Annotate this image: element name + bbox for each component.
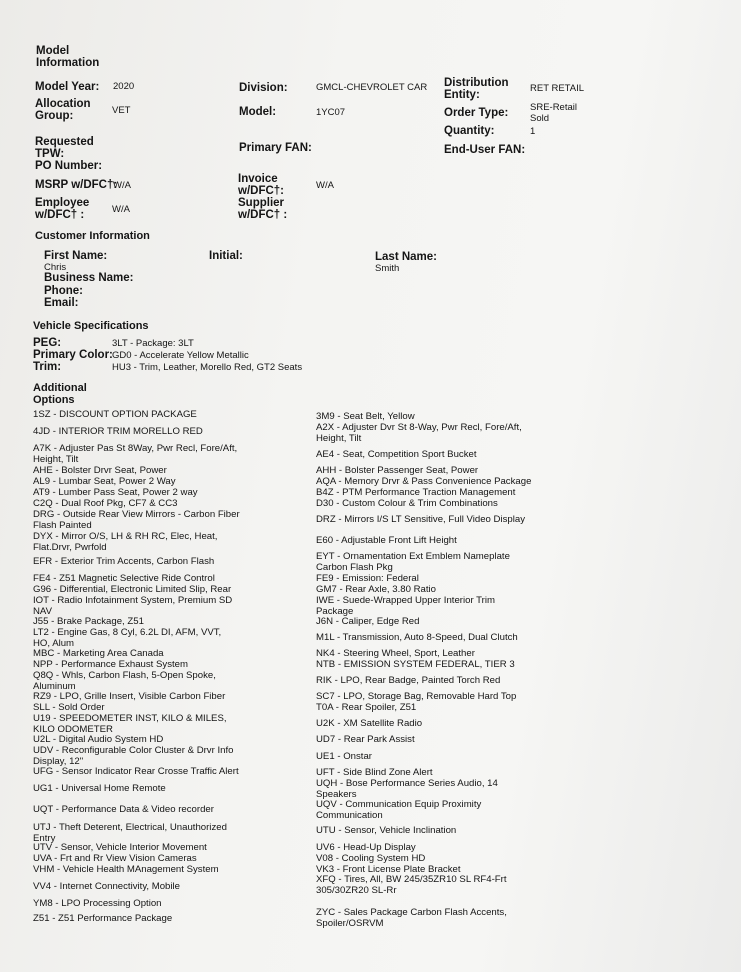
option-line: 3M9 - Seat Belt, Yellow bbox=[316, 411, 415, 422]
distribution-label-line1: Distribution bbox=[444, 77, 509, 89]
requested-tpw-label-line1: Requested bbox=[35, 136, 94, 148]
option-line: RZ9 - LPO, Grille Insert, Visible Carbon Fiber bbox=[33, 691, 226, 702]
model-value: 1YC07 bbox=[316, 107, 346, 118]
model-year-value: 2020 bbox=[113, 81, 135, 92]
employee-value: W/A bbox=[112, 204, 130, 215]
first-name-label: First Name: bbox=[44, 250, 108, 262]
option-item bbox=[33, 596, 273, 617]
option-line: AHE - Bolster Drvr Seat, Power bbox=[33, 465, 167, 476]
option-line: UDV - Reconfigurable Color Cluster & Drvr Info bbox=[33, 745, 234, 756]
order-type-line2: Sold bbox=[530, 113, 550, 124]
option-item bbox=[33, 767, 273, 778]
option-line: Package bbox=[316, 605, 354, 617]
primary-color-value: GD0 - Accelerate Yellow Metallic bbox=[112, 350, 249, 361]
option-item bbox=[33, 784, 273, 795]
customer-section-title: Customer Information bbox=[35, 230, 150, 242]
option-line: UV6 - Head-Up Display bbox=[316, 842, 416, 853]
option-item bbox=[316, 633, 561, 644]
distribution-label-line2: Entity: bbox=[444, 89, 480, 101]
option-item bbox=[316, 499, 561, 510]
option-line: Z51 - Z51 Performance Package bbox=[33, 913, 173, 924]
option-line: LT2 - Engine Gas, 8 Cyl, 6.2L DI, AFM, VVT, bbox=[33, 627, 222, 638]
option-item bbox=[316, 875, 561, 896]
option-item bbox=[316, 423, 561, 444]
option-line: Spoiler/OSRVM bbox=[316, 917, 384, 929]
option-line: DYX - Mirror O/S, LH & RH RC, Elec, Heat, bbox=[33, 531, 218, 542]
option-line: HO, Alum bbox=[33, 637, 75, 649]
allocation-label-line1: Allocation bbox=[35, 98, 91, 110]
option-line: YM8 - LPO Processing Option bbox=[33, 898, 162, 909]
supplier-label-line1: Supplier bbox=[238, 197, 285, 209]
model-year-label: Model Year: bbox=[35, 81, 100, 93]
initial-label: Initial: bbox=[209, 250, 243, 262]
option-item bbox=[33, 854, 273, 865]
option-item bbox=[316, 466, 561, 477]
option-item bbox=[33, 865, 273, 876]
option-line: Flat.Drvr, Pwrfold bbox=[33, 541, 107, 553]
msrp-label: MSRP w/DFC†: bbox=[35, 179, 118, 191]
option-item bbox=[316, 477, 561, 488]
option-line: RIK - LPO, Rear Badge, Painted Torch Red bbox=[316, 675, 501, 686]
option-item bbox=[316, 585, 561, 596]
option-item bbox=[33, 557, 273, 568]
option-item bbox=[316, 826, 561, 837]
option-item bbox=[33, 499, 273, 510]
option-line: VHM - Vehicle Health MAnagement System bbox=[33, 864, 219, 875]
option-item bbox=[33, 444, 273, 465]
option-line: Speakers bbox=[316, 788, 357, 800]
option-line: NAV bbox=[33, 605, 53, 617]
option-item bbox=[316, 779, 561, 800]
option-line: UQT - Performance Data & Video recorder bbox=[33, 804, 214, 815]
last-name-value: Smith bbox=[375, 263, 400, 274]
option-line: U2L - Digital Audio System HD bbox=[33, 734, 164, 745]
option-item bbox=[316, 703, 561, 714]
option-line: C2Q - Dual Roof Pkg, CF7 & CC3 bbox=[33, 498, 178, 509]
option-line: UQV - Communication Equip Proximity bbox=[316, 799, 482, 810]
option-line: SLL - Sold Order bbox=[33, 702, 105, 713]
option-line: Carbon Flash Pkg bbox=[316, 561, 393, 573]
invoice-label-line1: Invoice bbox=[238, 173, 278, 185]
option-line: UFG - Sensor Indicator Rear Crosse Traffic Alert bbox=[33, 766, 239, 777]
option-line: J6N - Caliper, Edge Red bbox=[316, 616, 420, 627]
option-item bbox=[33, 714, 273, 735]
employee-label-line2: w/DFC† : bbox=[35, 209, 85, 221]
division-value: GMCL-CHEVROLET CAR bbox=[316, 82, 428, 93]
option-item bbox=[316, 552, 561, 573]
option-item bbox=[33, 660, 273, 671]
employee-label-line1: Employee bbox=[35, 197, 90, 209]
option-item bbox=[33, 823, 273, 844]
option-item bbox=[316, 450, 561, 461]
option-line: UFT - Side Blind Zone Alert bbox=[316, 767, 433, 778]
option-line: EYT - Ornamentation Ext Emblem Nameplate bbox=[316, 551, 510, 562]
option-line: E60 - Adjustable Front Lift Height bbox=[316, 535, 457, 546]
option-item bbox=[33, 628, 273, 649]
option-line: NPP - Performance Exhaust System bbox=[33, 659, 188, 670]
option-line: AL9 - Lumbar Seat, Power 2 Way bbox=[33, 476, 176, 487]
trim-label: Trim: bbox=[33, 361, 62, 373]
allocation-value: VET bbox=[112, 105, 131, 116]
option-item bbox=[33, 427, 273, 438]
option-item bbox=[33, 585, 273, 596]
option-line: UVA - Frt and Rr View Vision Cameras bbox=[33, 853, 197, 864]
vehicle-section-title: Vehicle Specifications bbox=[33, 320, 149, 332]
option-item bbox=[316, 719, 561, 730]
option-item bbox=[33, 617, 273, 628]
options-title-line1: Additional bbox=[33, 382, 87, 394]
option-line: UE1 - Onstar bbox=[316, 751, 372, 762]
option-line: UTV - Sensor, Vehicle Interior Movement bbox=[33, 842, 207, 853]
option-line: 4JD - INTERIOR TRIM MORELLO RED bbox=[33, 426, 203, 437]
primary-fan-label: Primary FAN: bbox=[239, 142, 312, 154]
option-item bbox=[316, 843, 561, 854]
option-item bbox=[316, 412, 561, 423]
option-item bbox=[33, 703, 273, 714]
option-line: Height, Tilt bbox=[33, 453, 79, 465]
option-line: A7K - Adjuster Pas St 8Way, Pwr Recl, Fore/Aft, bbox=[33, 443, 238, 454]
option-line: ZYC - Sales Package Carbon Flash Accents, bbox=[316, 907, 507, 918]
option-line: DRG - Outside Rear View Mirrors - Carbon Fiber bbox=[33, 509, 240, 520]
model-label: Model: bbox=[239, 106, 277, 118]
trim-value: HU3 - Trim, Leather, Morello Red, GT2 Seats bbox=[112, 362, 303, 373]
option-item bbox=[316, 908, 561, 929]
option-item bbox=[33, 899, 273, 910]
option-line: IOT - Radio Infotainment System, Premium SD bbox=[33, 595, 233, 606]
option-item bbox=[316, 536, 561, 547]
option-item bbox=[33, 746, 273, 767]
option-line: D30 - Custom Colour & Trim Combinations bbox=[316, 498, 498, 509]
option-line: Entry bbox=[33, 832, 56, 844]
po-number-label: PO Number: bbox=[35, 160, 103, 172]
option-line: V08 - Cooling System HD bbox=[316, 853, 426, 864]
option-item bbox=[316, 676, 561, 687]
option-line: T0A - Rear Spoiler, Z51 bbox=[316, 702, 417, 713]
option-line: UD7 - Rear Park Assist bbox=[316, 734, 415, 745]
supplier-label-line2: w/DFC† : bbox=[238, 209, 288, 221]
option-line: G96 - Differential, Electronic Limited Slip, Rear bbox=[33, 584, 232, 595]
option-item bbox=[316, 660, 561, 671]
invoice-label-line2: w/DFC†: bbox=[238, 185, 284, 197]
option-item bbox=[316, 515, 561, 526]
option-item bbox=[316, 488, 561, 499]
msrp-value: W/A bbox=[113, 180, 131, 191]
option-item bbox=[316, 768, 561, 779]
option-item bbox=[316, 735, 561, 746]
quantity-label: Quantity: bbox=[444, 125, 495, 137]
option-line: UG1 - Universal Home Remote bbox=[33, 783, 166, 794]
option-line: FE9 - Emission: Federal bbox=[316, 573, 419, 584]
option-line: A2X - Adjuster Dvr St 8-Way, Pwr Recl, Fore/Aft, bbox=[316, 422, 522, 433]
option-item bbox=[33, 649, 273, 660]
option-line: AQA - Memory Drvr & Pass Convenience Package bbox=[316, 476, 532, 487]
primary-color-label: Primary Color: bbox=[33, 349, 113, 361]
option-item bbox=[316, 800, 561, 821]
option-line: EFR - Exterior Trim Accents, Carbon Flash bbox=[33, 556, 215, 567]
order-type-label: Order Type: bbox=[444, 107, 509, 119]
option-item bbox=[33, 510, 273, 531]
option-line: Q8Q - Whls, Carbon Flash, 5-Open Spoke, bbox=[33, 670, 216, 681]
email-label: Email: bbox=[44, 297, 79, 309]
option-line: UTJ - Theft Deterent, Electrical, Unauthorized bbox=[33, 822, 227, 833]
last-name-label: Last Name: bbox=[375, 251, 437, 263]
option-line: SC7 - LPO, Storage Bag, Removable Hard Top bbox=[316, 691, 517, 702]
option-line: Flash Painted bbox=[33, 519, 92, 531]
option-item bbox=[316, 752, 561, 763]
option-line: MBC - Marketing Area Canada bbox=[33, 648, 164, 659]
option-line: J55 - Brake Package, Z51 bbox=[33, 616, 144, 627]
option-item bbox=[316, 649, 561, 660]
option-item bbox=[33, 410, 273, 421]
allocation-label-line2: Group: bbox=[35, 110, 74, 122]
model-info-title-line2: Information bbox=[36, 57, 100, 69]
option-item bbox=[33, 574, 273, 585]
peg-value: 3LT - Package: 3LT bbox=[112, 338, 194, 349]
option-line: NTB - EMISSION SYSTEM FEDERAL, TIER 3 bbox=[316, 659, 515, 670]
option-line: UTU - Sensor, Vehicle Inclination bbox=[316, 825, 457, 836]
option-item bbox=[316, 854, 561, 865]
option-item bbox=[33, 477, 273, 488]
option-item bbox=[33, 488, 273, 499]
option-line: VK3 - Front License Plate Bracket bbox=[316, 864, 461, 875]
option-line: Communication bbox=[316, 809, 383, 821]
option-line: AHH - Bolster Passenger Seat, Power bbox=[316, 465, 479, 476]
option-line: 1SZ - DISCOUNT OPTION PACKAGE bbox=[33, 409, 197, 420]
option-line: M1L - Transmission, Auto 8-Speed, Dual Clutch bbox=[316, 632, 518, 643]
option-line: UQH - Bose Performance Series Audio, 14 bbox=[316, 778, 498, 789]
option-item bbox=[33, 735, 273, 746]
option-item bbox=[33, 843, 273, 854]
option-item bbox=[33, 532, 273, 553]
option-item bbox=[316, 692, 561, 703]
option-line: U19 - SPEEDOMETER INST, KILO & MILES, bbox=[33, 713, 227, 724]
option-line: B4Z - PTM Performance Traction Management bbox=[316, 487, 516, 498]
first-name-value: Chris bbox=[44, 262, 67, 273]
quantity-value: 1 bbox=[530, 126, 536, 137]
model-info-title-line1: Model bbox=[36, 45, 70, 57]
options-title-line2: Options bbox=[33, 394, 75, 406]
option-line: DRZ - Mirrors I/S LT Sensitive, Full Video Display bbox=[316, 514, 525, 525]
option-item bbox=[316, 574, 561, 585]
option-line: U2K - XM Satellite Radio bbox=[316, 718, 423, 729]
division-label: Division: bbox=[239, 82, 288, 94]
option-line: VV4 - Internet Connectivity, Mobile bbox=[33, 881, 180, 892]
option-item bbox=[33, 914, 273, 925]
option-line: KILO ODOMETER bbox=[33, 723, 113, 735]
invoice-value: W/A bbox=[316, 180, 334, 191]
option-line: FE4 - Z51 Magnetic Selective Ride Control bbox=[33, 573, 215, 584]
option-line: AE4 - Seat, Competition Sport Bucket bbox=[316, 449, 477, 460]
peg-label: PEG: bbox=[33, 337, 62, 349]
option-line: 305/30ZR20 SL-Rr bbox=[316, 884, 397, 896]
option-item bbox=[316, 617, 561, 628]
option-item bbox=[33, 805, 273, 816]
option-item bbox=[33, 671, 273, 692]
option-line: Display, 12" bbox=[33, 755, 84, 767]
option-line: AT9 - Lumber Pass Seat, Power 2 way bbox=[33, 487, 198, 498]
end-user-fan-label: End-User FAN: bbox=[444, 144, 526, 156]
option-line: XFQ - Tires, All, BW 245/35ZR10 SL RF4-Frt bbox=[316, 874, 507, 885]
option-item bbox=[33, 466, 273, 477]
option-line: GM7 - Rear Axle, 3.80 Ratio bbox=[316, 584, 436, 595]
option-line: NK4 - Steering Wheel, Sport, Leather bbox=[316, 648, 475, 659]
business-name-label: Business Name: bbox=[44, 272, 134, 284]
option-item bbox=[316, 596, 561, 617]
requested-tpw-label-line2: TPW: bbox=[35, 148, 65, 160]
phone-label: Phone: bbox=[44, 285, 83, 297]
option-line: Aluminum bbox=[33, 680, 76, 692]
order-type-line1: SRE-Retail bbox=[530, 102, 577, 113]
option-item bbox=[33, 882, 273, 893]
option-line: Height, Tilt bbox=[316, 432, 362, 444]
distribution-value: RET RETAIL bbox=[530, 83, 585, 94]
option-line: IWE - Suede-Wrapped Upper Interior Trim bbox=[316, 595, 495, 606]
option-item bbox=[33, 692, 273, 703]
